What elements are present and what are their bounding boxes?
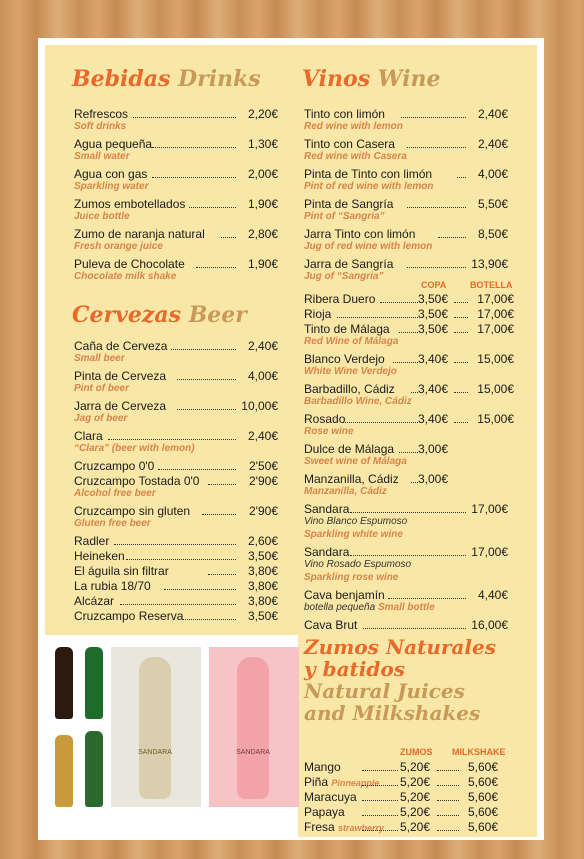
menu-item [74,459,278,473]
item-subtitle: Sweet wine of Málaga [304,456,407,467]
menu-item [74,549,278,563]
menu-item [74,579,278,593]
botella-header: BOTELLA [470,280,513,290]
item-price: 2,40€ [477,107,508,121]
menu-item [74,339,278,353]
item-price: 2,40€ [247,429,278,443]
menu-item [74,137,278,151]
item-subtitle: Pint of “Sangria” [304,211,385,222]
bottle-label: SANDARA [138,749,172,756]
leader-dots [221,227,236,238]
leader-dots [437,775,459,786]
item-price-zumo: 5,20€ [400,820,431,834]
leader-dots [363,618,466,629]
item-name: Barbadillo, Cádiz [304,382,395,396]
leader-dots [196,257,236,268]
item-price-copa: 3,40€ [418,412,449,426]
item-price: 2'50€ [249,459,278,473]
item-price-copa: 3,50€ [418,292,449,306]
menu-item [74,197,278,211]
wine-item [304,292,514,306]
item-name: Tinto con limón [304,107,385,121]
item-name: Cruzcampo Tostada 0'0 [74,474,200,488]
item-name: Caña de Cerveza [74,339,168,353]
menu-item [74,609,278,623]
item-price-botella: 17,00€ [477,322,514,336]
item-subtitle: Sparkling water [74,181,149,192]
item-name: Puleva de Chocolate [74,257,185,271]
item-subtitle: “Clara” (beer with lemon) [74,443,195,454]
menu-item [74,504,278,518]
menu-item [74,534,278,548]
leader-dots [202,504,236,515]
drinks-title-en: Drinks [178,66,261,92]
item-subtitle: Small beer [74,353,125,364]
leader-dots [177,399,236,410]
sandara-white-photo [111,647,201,807]
leader-dots [362,775,398,786]
wine-title-es: Vinos [302,66,371,92]
item-price: 3,80€ [247,579,278,593]
menu-item [74,564,278,578]
item-name: Maracuya [304,790,357,804]
item-price: 3,80€ [247,594,278,608]
wine-item [304,412,514,426]
leader-dots [164,579,236,590]
item-subtitle: Alcohol free beer [74,488,156,499]
menu-item [74,399,278,413]
item-name: Fresa [304,820,335,834]
beer-title-es: Cervezas [72,302,182,328]
leader-dots [411,382,418,393]
leader-dots [393,352,418,363]
wine-title-en: Wine [377,66,441,92]
leader-dots [337,307,418,318]
item-price-copa: 3,50€ [418,307,449,321]
item-price-copa: 3,00€ [418,442,449,456]
item-name: Pinta de Sangría [304,197,394,211]
leader-dots [454,412,468,423]
leader-dots [437,790,459,801]
item-name: Sandara [304,545,350,559]
item-subtitle: Soft drinks [74,121,127,132]
item-name: Agua con gas [74,167,148,181]
item-price-botella: 15,00€ [477,352,514,366]
beer-title [72,302,247,328]
leader-dots [114,534,236,545]
wine-title [302,66,440,92]
item-price: 1,90€ [247,197,278,211]
leader-dots [208,564,236,575]
item-price-zumo: 5,20€ [400,775,431,789]
leader-dots [454,292,468,303]
item-name: Agua pequeña [74,137,153,151]
item-price-copa: 3,00€ [418,472,449,486]
item-name: Jarra Tinto con limón [304,227,416,241]
item-price: 4,00€ [247,369,278,383]
leader-dots [183,609,236,620]
leader-dots [152,137,236,148]
wine-item [304,442,514,456]
drinks-title-es: Bebidas [72,66,171,92]
item-price-botella: 17,00€ [477,292,514,306]
menu-item [74,107,278,121]
menu-item [74,227,278,241]
item-name: Pinta de Cerveza [74,369,167,383]
leader-dots [407,257,466,268]
leader-dots [454,307,468,318]
drinks-photos [45,637,298,837]
item-subtitle-en: Small bottle [377,602,435,613]
menu-item [304,137,508,151]
item-subtitle: Jag of beer [74,413,128,424]
item-name: Tinto de Málaga [304,322,390,336]
item-price: 1,90€ [247,257,278,271]
beer-bottle-image [55,735,73,807]
item-price: 4,40€ [477,588,508,602]
leader-dots [350,545,466,556]
item-name: Cruzcampo sin gluten [74,504,191,518]
item-subtitle: Gluten free beer [74,518,151,529]
menu-item [304,197,508,211]
item-subtitle: Sparkling rose wine [304,572,399,583]
item-price-copa: 3,40€ [418,382,449,396]
item-name: Tinto con Casera [304,137,395,151]
sparkling-white-bottle-image [139,657,171,799]
wine-item [304,472,514,486]
wine-item [304,307,514,321]
item-name: Zumo de naranja natural [74,227,205,241]
menu-item [304,107,508,121]
leader-dots [407,197,466,208]
item-subtitle-es: Vino Rosado Espumoso [304,559,412,570]
leader-dots [407,137,466,148]
leader-dots [457,167,466,178]
juices-title-es: Zumos Naturales y batidos [304,635,496,681]
item-subtitle: White Wine Verdejo [304,366,397,377]
leader-dots [108,429,237,440]
item-name: Clara [74,429,103,443]
item-price: 2'90€ [249,474,278,488]
item-name-en: strawberry [338,823,385,833]
item-subtitle [304,516,407,528]
item-price: 17,00€ [471,545,508,559]
menu-item [74,594,278,608]
item-price: 2,40€ [247,339,278,353]
item-price: 16,00€ [471,618,508,632]
item-price-copa: 3,40€ [418,352,449,366]
leader-dots [388,588,466,599]
leader-dots [362,790,398,801]
item-price: 2,80€ [247,227,278,241]
item-price: 8,50€ [477,227,508,241]
item-name: Cava benjamín [304,588,385,602]
item-name: Alcázar [74,594,115,608]
item-name: Rosado [304,412,346,426]
item-name: Papaya [304,805,345,819]
item-subtitle: Sparkling white wine [304,529,403,540]
leader-dots [133,107,236,118]
item-subtitle: Jug of “Sangria” [304,271,384,282]
beer-title-en: Beer [188,302,247,328]
item-name: Dulce de Málaga [304,442,395,456]
item-name-en: Pinneapple [331,778,380,788]
leader-dots [437,760,459,771]
item-subtitle: Rose wine [304,426,354,437]
leader-dots [454,352,468,363]
beer-bottle-image [85,731,103,807]
item-name: Sandara [304,502,350,516]
menu-item [304,167,508,181]
item-price-zumo: 5,20€ [400,790,431,804]
milkshake-header: MILKSHAKE [452,747,506,757]
item-price: 13,90€ [471,257,508,271]
leader-dots [350,502,466,513]
leader-dots [399,322,418,333]
item-name: Radler [74,534,110,548]
leader-dots [437,805,459,816]
juices-title-en: Natural Juices and Milkshakes [304,679,481,725]
beer-bottle-image [55,647,73,719]
item-price: 10,00€ [241,399,278,413]
item-price: 2,40€ [477,137,508,151]
item-price-botella: 17,00€ [477,307,514,321]
juice-item [304,760,498,774]
leader-dots [158,459,236,470]
item-name: Blanco Verdejo [304,352,385,366]
item-price: 3,50€ [247,609,278,623]
item-name: Piña [304,775,329,789]
leader-dots [438,227,466,238]
leader-dots [454,322,468,333]
leader-dots [343,412,418,423]
leader-dots [454,382,468,393]
leader-dots [120,594,236,605]
menu-item [74,474,278,488]
item-subtitle-es: Vino Blanco Espumoso [304,516,408,527]
item-subtitle: Pint of beer [74,383,130,394]
leader-dots [171,339,237,350]
leader-dots [411,472,418,483]
item-price-zumo: 5,20€ [400,760,431,774]
leader-dots [189,197,236,208]
copa-header: COPA [421,280,447,290]
item-name: Rioja [304,307,332,321]
item-name: La rubia 18/70 [74,579,151,593]
menu-item [74,167,278,181]
item-name: Heineken [74,549,125,563]
leader-dots [362,760,398,771]
item-subtitle-es: botella pequeña [304,602,376,613]
item-price: 4,00€ [477,167,508,181]
leader-dots [177,369,236,380]
item-price-shake: 5,60€ [467,805,498,819]
item-price: 2,60€ [247,534,278,548]
item-subtitle: Juice bottle [74,211,130,222]
item-name: Cruzcampo Reserva [74,609,184,623]
item-subtitle: Pint of red wine with lemon [304,181,434,192]
item-name: Cruzcampo 0'0 [74,459,155,473]
item-subtitle: Fresh orange juice [74,241,163,252]
leader-dots [362,805,398,816]
item-price-botella: 15,00€ [477,412,514,426]
item-name: Manzanilla, Cádiz [304,472,399,486]
juice-item [304,820,498,834]
juices-title [304,636,504,724]
item-price: 5,50€ [477,197,508,211]
leader-dots [208,474,236,485]
item-price-botella: 15,00€ [477,382,514,396]
menu-item [304,502,508,516]
leader-dots [362,820,398,831]
leader-dots [380,292,418,303]
item-name: Pinta de Tinto con limón [304,167,433,181]
menu-item [74,257,278,271]
item-price: 2,20€ [247,107,278,121]
menu-item [304,227,508,241]
bottle-label: SANDARA [236,749,270,756]
item-name: Refrescos [74,107,129,121]
item-price: 1,30€ [247,137,278,151]
menu-item [74,429,278,443]
item-name: Cava Brut [304,618,358,632]
item-subtitle: Chocolate milk shake [74,271,177,282]
item-price-zumo: 5,20€ [400,805,431,819]
leader-dots [399,442,418,453]
item-price: 17,00€ [471,502,508,516]
item-name: Zumos embotellados [74,197,186,211]
item-subtitle: Jug of red wine with lemon [304,241,433,252]
juice-item [304,775,498,789]
sparkling-rose-bottle-image [237,657,269,799]
item-price: 2,00€ [247,167,278,181]
item-subtitle: Red wine with lemon [304,121,403,132]
wine-item [304,322,514,336]
wine-item [304,352,514,366]
item-price-shake: 5,60€ [467,820,498,834]
item-subtitle [304,602,435,614]
item-subtitle: Manzanilla, Cádiz [304,486,387,497]
menu-item [304,257,508,271]
item-price-copa: 3,50€ [418,322,449,336]
menu-item [304,545,508,559]
leader-dots [401,107,467,118]
item-name: El águila sin filtrar [74,564,169,578]
juice-item [304,790,498,804]
menu-item [74,369,278,383]
menu-item [304,618,508,632]
wine-item [304,382,514,396]
item-price-shake: 5,60€ [467,760,498,774]
sandara-rose-photo [209,647,299,807]
item-name: Ribera Duero [304,292,376,306]
drinks-title [72,66,261,92]
beer-bottle-image [85,647,103,719]
item-subtitle: Red Wine of Málaga [304,336,399,347]
item-price: 3,80€ [247,564,278,578]
leader-dots [152,167,236,178]
item-price-shake: 5,60€ [467,790,498,804]
item-price: 2'90€ [249,504,278,518]
item-price: 3,50€ [247,549,278,563]
item-subtitle: Barbadillo Wine, Cádiz [304,396,412,407]
item-subtitle [304,559,411,571]
zumos-header: ZUMOS [400,747,433,757]
item-name: Mango [304,760,341,774]
item-price-shake: 5,60€ [467,775,498,789]
item-subtitle: Red wine with Casera [304,151,407,162]
item-subtitle: Small water [74,151,130,162]
leader-dots [126,549,236,560]
item-name: Jarra de Cerveza [74,399,167,413]
item-name: Jarra de Sangría [304,257,394,271]
leader-dots [437,820,459,831]
juice-item [304,805,498,819]
menu-item [304,588,508,602]
